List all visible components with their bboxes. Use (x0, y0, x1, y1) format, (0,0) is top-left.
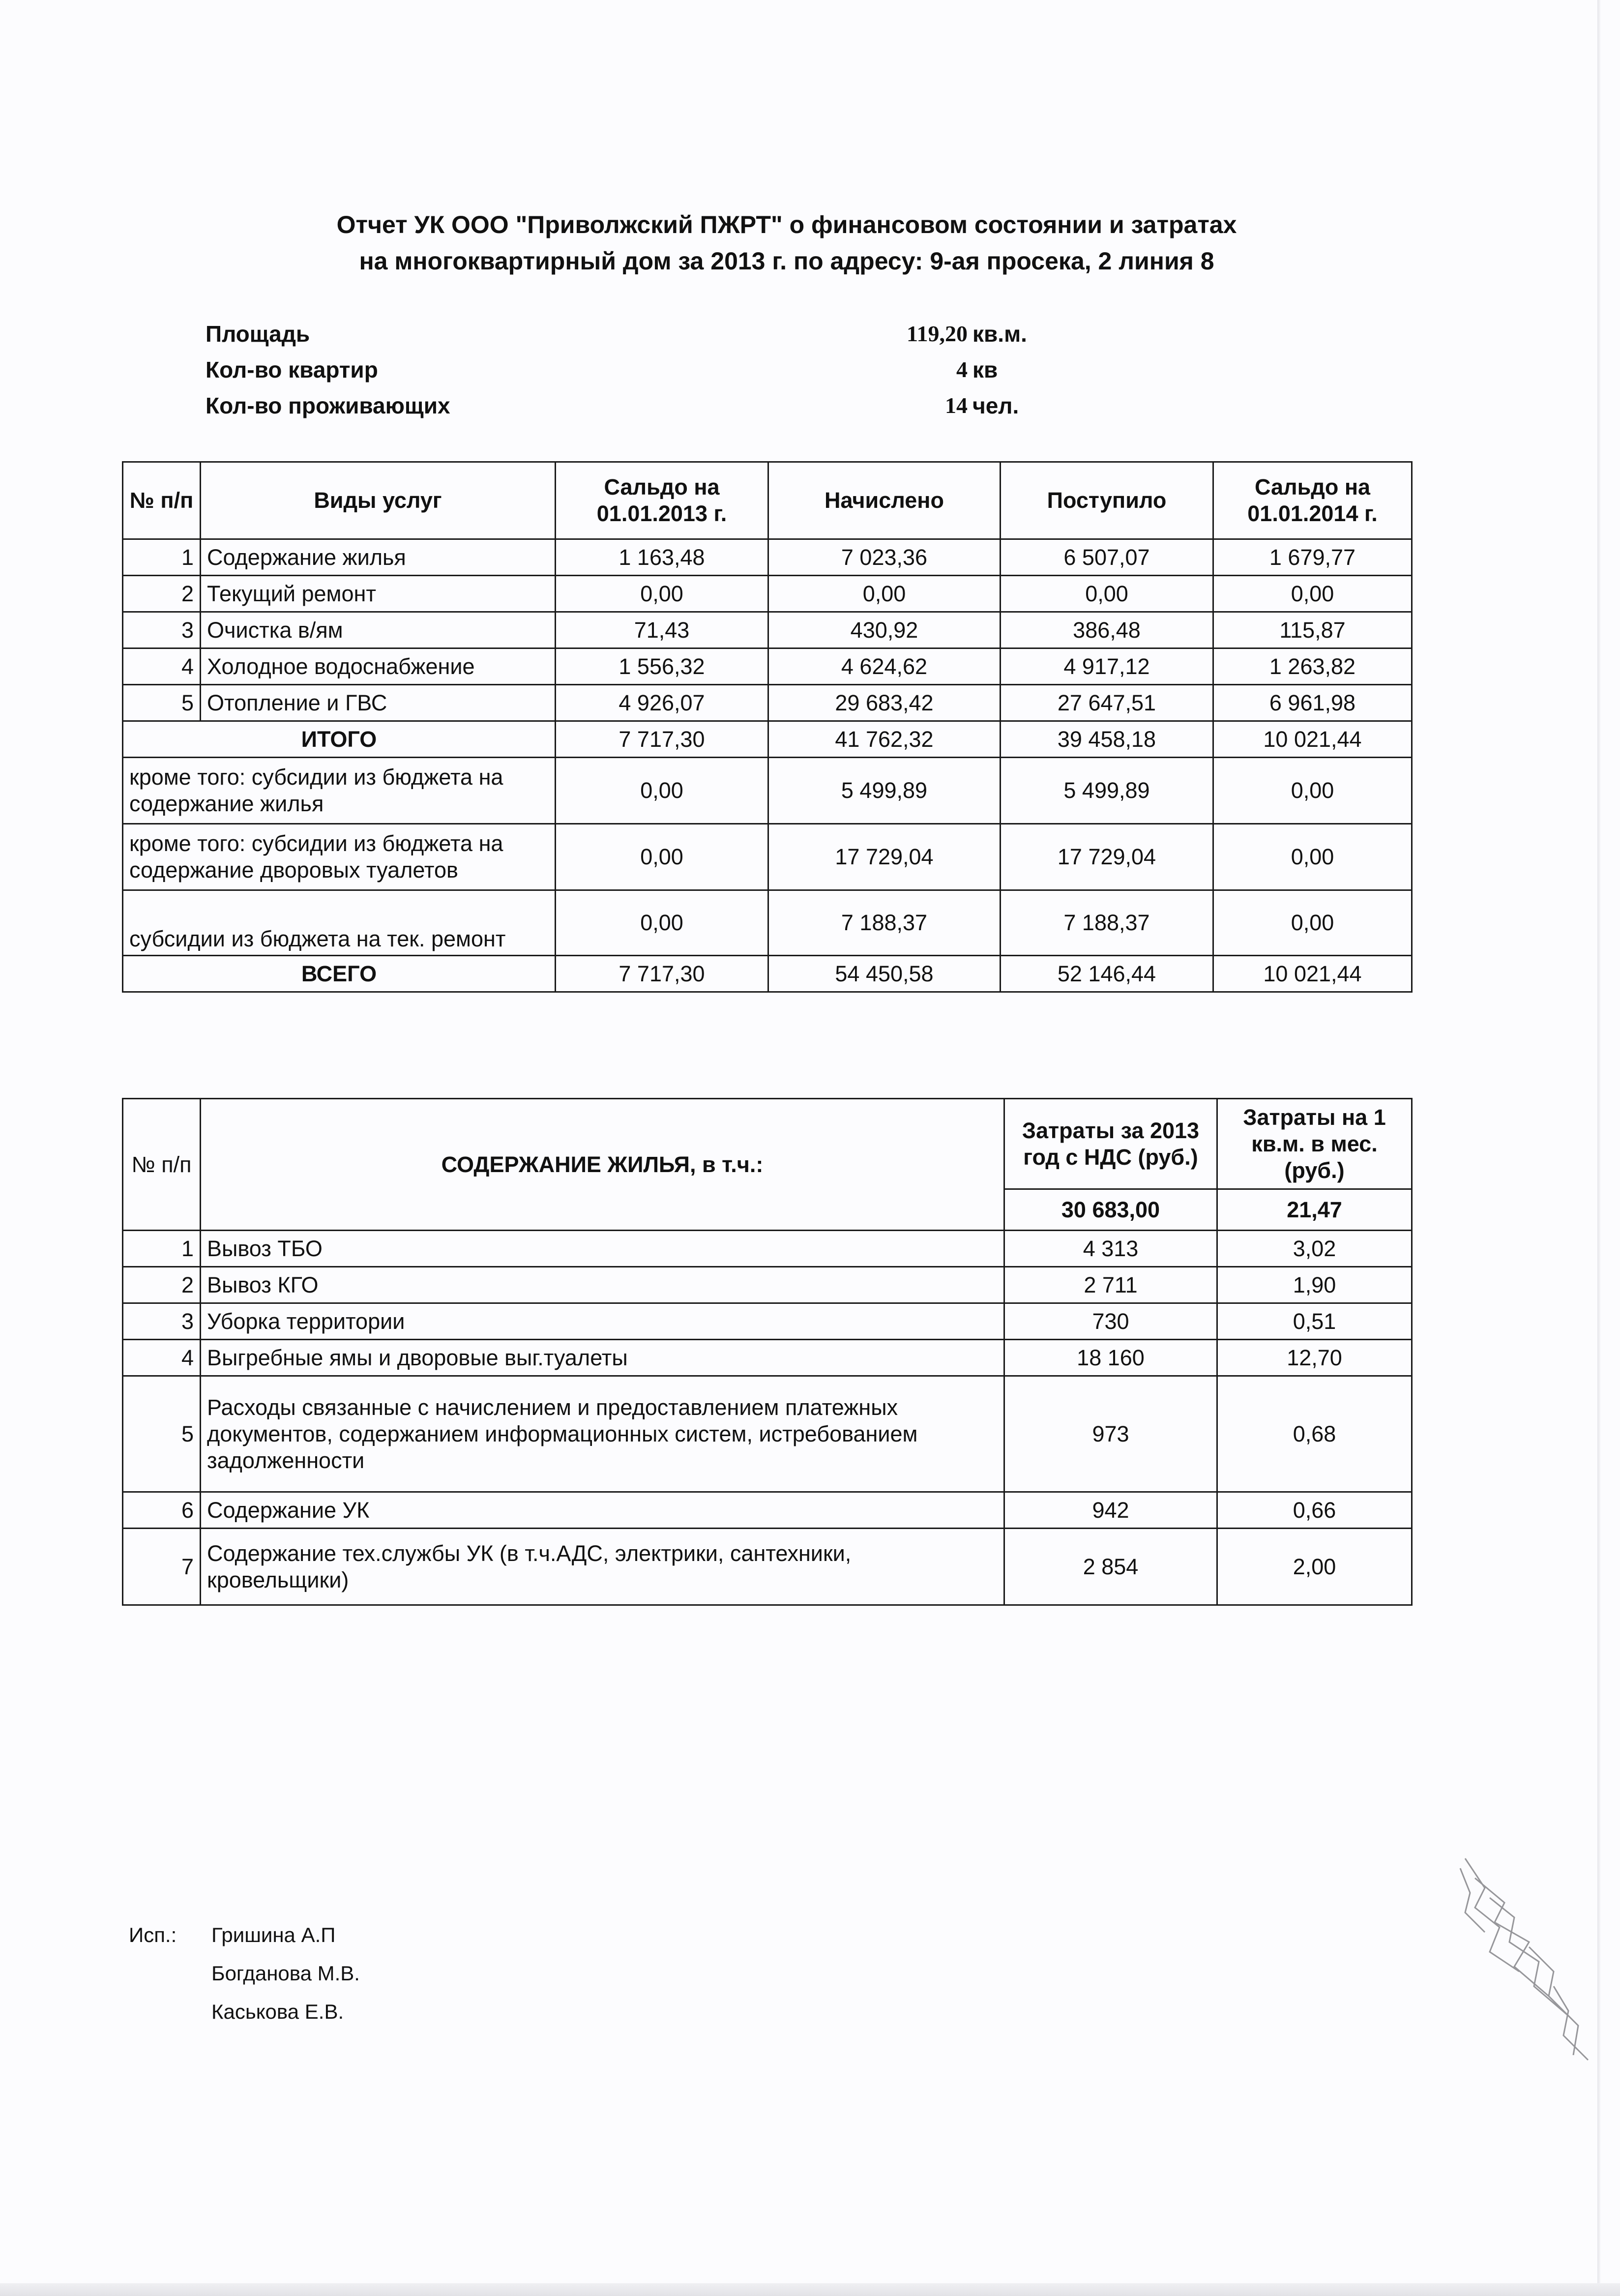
service-name: Содержание жилья (201, 539, 556, 576)
report-title (197, 206, 1377, 279)
cost-name: Содержание УК (201, 1492, 1004, 1529)
charged: 17 729,04 (768, 824, 1001, 890)
saldo-end: 1 263,82 (1213, 648, 1412, 685)
table-row (123, 539, 1412, 576)
table-row (123, 1529, 1412, 1605)
column-header: Начислено (768, 462, 1001, 539)
saldo-end: 10 021,44 (1213, 956, 1412, 992)
executor-name: Гришина А.П (211, 1923, 336, 1946)
saldo-end: 0,00 (1213, 758, 1412, 824)
year-cost: 4 313 (1004, 1231, 1217, 1267)
service-name: Очистка в/ям (201, 612, 556, 648)
year-cost: 18 160 (1004, 1340, 1217, 1376)
row-number: 5 (123, 1376, 201, 1492)
saldo-start: 4 926,07 (556, 685, 768, 721)
total-year-cost: 30 683,00 (1004, 1189, 1217, 1231)
per-sqm-cost: 0,51 (1217, 1303, 1412, 1340)
saldo-end: 0,00 (1213, 576, 1412, 612)
column-header: Сальдо на 01.01.2014 г. (1213, 462, 1412, 539)
year-cost: 2 711 (1004, 1267, 1217, 1303)
info-unit: кв (972, 357, 998, 383)
saldo-start: 1 556,32 (556, 648, 768, 685)
row-number: 2 (123, 1267, 201, 1303)
row-number: 3 (123, 1303, 201, 1340)
table-row (123, 576, 1412, 612)
column-header: Затраты за 2013 год с НДС (руб.) (1004, 1099, 1217, 1189)
table-row (123, 1267, 1412, 1303)
received: 7 188,37 (1001, 890, 1213, 956)
itogo-row (123, 721, 1412, 758)
row-number: 4 (123, 648, 201, 685)
cost-name: Содержание тех.службы УК (в т.ч.АДС, электрики, сантехники, кровельщики) (201, 1529, 1004, 1605)
saldo-start: 71,43 (556, 612, 768, 648)
executors-label: Исп.: (129, 1923, 177, 1946)
table-row (123, 1340, 1412, 1376)
row-number: 1 (123, 1231, 201, 1267)
saldo-end: 115,87 (1213, 612, 1412, 648)
received: 39 458,18 (1001, 721, 1213, 758)
total-per-sqm: 21,47 (1217, 1189, 1412, 1231)
column-header: Затраты на 1 кв.м. в мес. (руб.) (1217, 1099, 1412, 1189)
page-bottom-edge (0, 2283, 1620, 2296)
executors-list (211, 1923, 556, 2038)
table-row (123, 648, 1412, 685)
table-row (123, 1492, 1412, 1529)
table-row (123, 1303, 1412, 1340)
row-number: 1 (123, 539, 201, 576)
row-number: 6 (123, 1492, 201, 1529)
subsidy-row (123, 758, 1412, 824)
cost-name: Вывоз ТБО (201, 1231, 1004, 1267)
subsidy-label: кроме того: субсидии из бюджета на содержание дворовых туалетов (123, 824, 556, 890)
row-number: 4 (123, 1340, 201, 1376)
per-sqm-cost: 2,00 (1217, 1529, 1412, 1605)
info-value: 14 (945, 393, 968, 418)
saldo-start: 7 717,30 (556, 721, 768, 758)
saldo-start: 0,00 (556, 890, 768, 956)
row-number: 5 (123, 685, 201, 721)
row-number: 3 (123, 612, 201, 648)
charged: 7 023,36 (768, 539, 1001, 576)
column-header: № п/п (123, 462, 201, 539)
year-cost: 973 (1004, 1376, 1217, 1492)
saldo-end: 10 021,44 (1213, 721, 1412, 758)
charged: 0,00 (768, 576, 1001, 612)
executor-name: Каськова Е.В. (211, 2000, 344, 2023)
charged: 430,92 (768, 612, 1001, 648)
per-sqm-cost: 12,70 (1217, 1340, 1412, 1376)
vsego-label: ВСЕГО (123, 956, 556, 992)
per-sqm-cost: 0,66 (1217, 1492, 1412, 1529)
charged: 7 188,37 (768, 890, 1001, 956)
charged: 4 624,62 (768, 648, 1001, 685)
per-sqm-cost: 3,02 (1217, 1231, 1412, 1267)
year-cost: 2 854 (1004, 1529, 1217, 1605)
year-cost: 942 (1004, 1492, 1217, 1529)
year-cost: 730 (1004, 1303, 1217, 1340)
saldo-start: 7 717,30 (556, 956, 768, 992)
subsidy-label: кроме того: субсидии из бюджета на содержание жилья (123, 758, 556, 824)
charged: 54 450,58 (768, 956, 1001, 992)
saldo-end: 0,00 (1213, 890, 1412, 956)
column-header: № п/п (123, 1099, 201, 1231)
service-name: Холодное водоснабжение (201, 648, 556, 685)
cost-name: Уборка территории (201, 1303, 1004, 1340)
service-name: Текущий ремонт (201, 576, 556, 612)
saldo-end: 1 679,77 (1213, 539, 1412, 576)
saldo-start: 0,00 (556, 824, 768, 890)
info-value: 4 (956, 357, 968, 382)
table-row (123, 1231, 1412, 1267)
received: 52 146,44 (1001, 956, 1213, 992)
column-header: Поступило (1001, 462, 1213, 539)
received: 386,48 (1001, 612, 1213, 648)
costs-table (122, 1098, 1413, 1606)
info-unit: чел. (972, 393, 1019, 418)
table-header-row (123, 462, 1412, 539)
pencil-scribble-mark (1455, 1849, 1603, 2075)
info-unit: кв.м. (972, 321, 1027, 347)
vsego-row (123, 956, 1412, 992)
executor-name: Богданова М.В. (211, 1962, 360, 1985)
subsidy-row (123, 824, 1412, 890)
table-row (123, 685, 1412, 721)
info-value: 119,20 (907, 321, 968, 346)
per-sqm-cost: 1,90 (1217, 1267, 1412, 1303)
received: 5 499,89 (1001, 758, 1213, 824)
received: 17 729,04 (1001, 824, 1213, 890)
received: 6 507,07 (1001, 539, 1213, 576)
itogo-label: ИТОГО (123, 721, 556, 758)
cost-name: Расходы связанные с начислением и предоставлением платежных документов, содержанием информационных систем, истребованием задолженности (201, 1376, 1004, 1492)
info-label: Площадь (206, 321, 310, 347)
charged: 5 499,89 (768, 758, 1001, 824)
table-row (123, 612, 1412, 648)
row-number: 2 (123, 576, 201, 612)
report-title-line-2: на многоквартирный дом за 2013 г. по адресу: 9-ая просека, 2 линия 8 (359, 247, 1214, 275)
info-label: Кол-во проживающих (206, 393, 450, 418)
info-label: Кол-во квартир (206, 357, 378, 383)
table-row (123, 1376, 1412, 1492)
received: 4 917,12 (1001, 648, 1213, 685)
cost-name: Вывоз КГО (201, 1267, 1004, 1303)
charged: 41 762,32 (768, 721, 1001, 758)
table-header-row (123, 1099, 1412, 1189)
received: 0,00 (1001, 576, 1213, 612)
column-header: Сальдо на 01.01.2013 г. (556, 462, 768, 539)
saldo-start: 0,00 (556, 758, 768, 824)
row-number: 7 (123, 1529, 201, 1605)
per-sqm-cost: 0,68 (1217, 1376, 1412, 1492)
column-header: СОДЕРЖАНИЕ ЖИЛЬЯ, в т.ч.: (201, 1099, 1004, 1231)
finance-table (122, 461, 1413, 993)
report-title-line-1: Отчет УК ООО "Приволжский ПЖРТ" о финансовом состоянии и затратах (336, 211, 1237, 238)
saldo-end: 0,00 (1213, 824, 1412, 890)
subsidy-row (123, 890, 1412, 956)
service-name: Отопление и ГВС (201, 685, 556, 721)
cost-name: Выгребные ямы и дворовые выг.туалеты (201, 1340, 1004, 1376)
charged: 29 683,42 (768, 685, 1001, 721)
saldo-start: 1 163,48 (556, 539, 768, 576)
received: 27 647,51 (1001, 685, 1213, 721)
saldo-start: 0,00 (556, 576, 768, 612)
subsidy-label: субсидии из бюджета на тек. ремонт (123, 890, 556, 956)
saldo-end: 6 961,98 (1213, 685, 1412, 721)
column-header: Виды услуг (201, 462, 556, 539)
